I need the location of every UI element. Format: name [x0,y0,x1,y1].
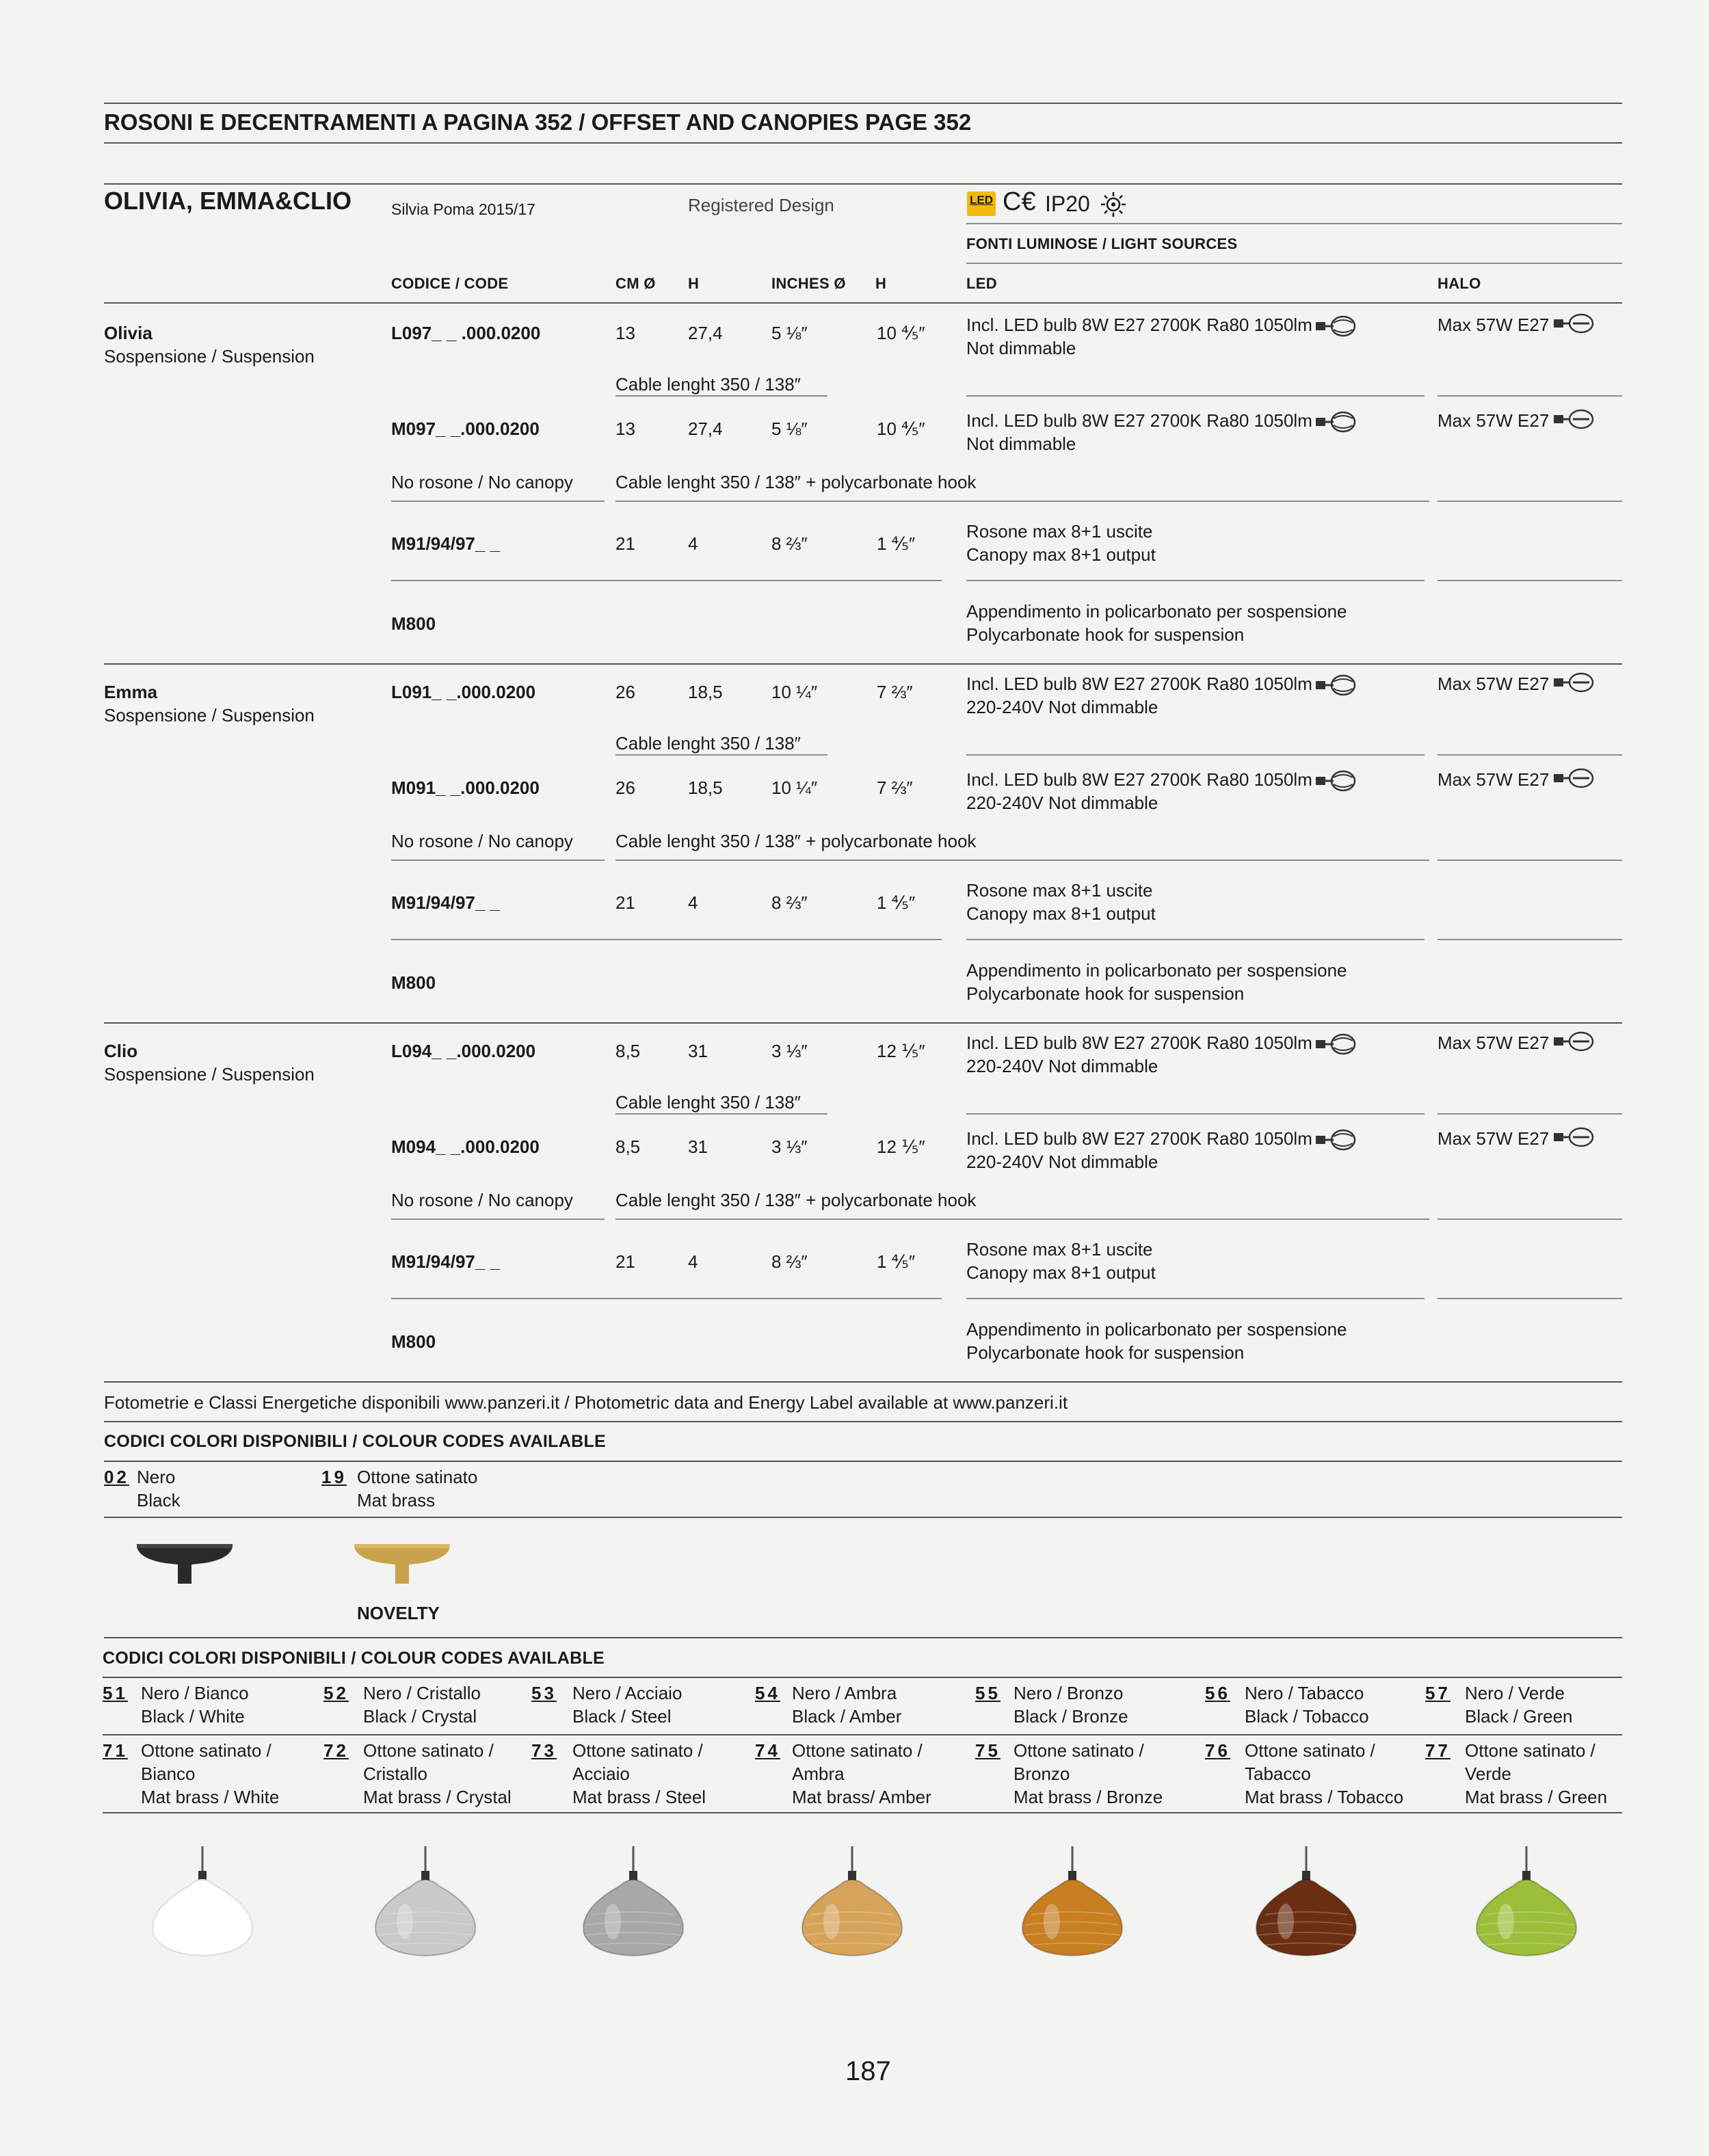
led-line-1: Rosone max 8+1 uscite [966,880,1153,901]
shade-code-number: 76 [1205,1740,1230,1761]
row-divider [966,754,1425,756]
shade-label-it: Nero / Ambra [792,1683,897,1703]
pendant-shade-image [141,1846,264,1962]
led-spec [966,879,1156,925]
led-bulb-icon [1314,1128,1357,1155]
led-bulb-icon [1314,410,1357,437]
shade-code-number: 54 [755,1683,780,1703]
height-inches: 10 ⅘″ [877,418,925,439]
row-divider [966,939,1425,940]
colour-codes-heading-2: CODICI COLORI DISPONIBILI / COLOUR CODES AVAILABLE [103,1649,605,1668]
pendant-shade-image [1011,1846,1134,1962]
led-spec [966,313,1312,360]
diameter-inches: 5 ⅛″ [771,418,808,439]
row-divider [391,939,942,940]
row-divider [615,754,827,756]
shade-code-number: 72 [323,1740,349,1761]
product-code: M800 [391,613,436,634]
pendant-shade-image [364,1846,487,1962]
colour-code-19: 19 [321,1467,347,1487]
product-name: OLIVIA, EMMA&CLIO [104,187,352,215]
led-line-2: Not dimmable [966,338,1076,358]
shade-code-number: 74 [755,1740,780,1761]
led-line-1: Incl. LED bulb 8W E27 2700K Ra80 1050lm [966,410,1312,431]
halo-spec: Max 57W E27 [1438,410,1550,431]
led-line-2: 220-240V Not dimmable [966,1056,1158,1076]
row-divider [966,1298,1425,1299]
shade-label [1245,1739,1403,1809]
shade-label-line-1: Ottone satinato / [1465,1740,1595,1761]
halo-spec: Max 57W E27 [1438,769,1550,790]
row-divider [391,580,942,581]
ip20-mark: IP20 [1045,191,1090,216]
diameter-cm: 26 [615,682,635,702]
shade-label-line-2: Bianco [141,1764,196,1784]
shade-code [323,1739,349,1762]
product-code: M097_ _.000.0200 [391,418,540,439]
shade-label-line-1: Ottone satinato / [792,1740,923,1761]
led-line-1: Incl. LED bulb 8W E27 2700K Ra80 1050lm [966,1033,1312,1053]
row-divider [615,395,827,397]
product-code: M094_ _.000.0200 [391,1136,540,1157]
shade-label-it: Nero / Tabacco [1245,1683,1364,1703]
led-line-1: Incl. LED bulb 8W E27 2700K Ra80 1050lm [966,315,1312,335]
cable-note: Cable lenght 350 / 138″ [615,374,801,395]
diameter-cm: 26 [615,777,635,798]
shade-label-it: Nero / Cristallo [363,1683,481,1703]
height-cm: 18,5 [688,682,723,702]
canopy-black-image [135,1544,234,1586]
shade-label-line-3: Mat brass / Tobacco [1245,1787,1404,1807]
row-divider [391,1298,942,1299]
shade-label [572,1739,706,1809]
shade-label [363,1681,481,1728]
height-inches: 1 ⅘″ [877,1251,916,1272]
cable-note: Cable lenght 350 / 138″ + polycarbonate hook [615,831,977,851]
led-bulb-icon [1314,769,1357,796]
shade-code-number: 55 [975,1683,1001,1703]
diameter-inches: 5 ⅛″ [771,323,808,343]
shade-code [1205,1739,1230,1762]
shade-code [1425,1739,1450,1762]
diameter-inches: 8 ⅔″ [771,1251,808,1272]
product-code: M91/94/97_ _ [391,892,501,913]
colour-name-black: Nero Black [137,1467,181,1510]
cable-note: Cable lenght 350 / 138″ [615,1092,801,1113]
registered-design: Registered Design [688,195,834,215]
family-divider [104,1022,1622,1024]
led-spec [966,1127,1312,1173]
led-line-1: Rosone max 8+1 uscite [966,521,1153,542]
shade-label [363,1739,512,1809]
shade-label-line-3: Mat brass / White [141,1787,280,1807]
shade-code [531,1739,557,1762]
height-inches: 7 ⅔″ [877,682,913,702]
shade-label [1465,1739,1607,1809]
shade-label [1014,1681,1128,1728]
shade-code [323,1681,349,1705]
diameter-cm: 21 [615,533,635,554]
shade-code [975,1739,1001,1762]
row-divider [615,860,1429,861]
row-divider [1438,939,1622,940]
shade-label-line-2: Ambra [792,1764,845,1784]
shade-label [1465,1681,1573,1728]
height-inches: 1 ⅘″ [877,892,916,913]
shade-label-line-2: Cristallo [363,1764,427,1784]
row-divider [1438,501,1622,502]
led-line-2: 220-240V Not dimmable [966,697,1158,717]
cable-note: Cable lenght 350 / 138″ + polycarbonate hook [615,472,977,492]
height-cm: 4 [688,1251,698,1272]
shade-label [572,1681,682,1728]
shade-label-line-1: Ottone satinato / [572,1740,703,1761]
row-divider [1438,1298,1622,1299]
shade-label-en: Black / Bronze [1014,1706,1128,1727]
shade-code-number: 56 [1205,1683,1230,1703]
col-h: H [688,275,700,292]
height-cm: 18,5 [688,777,723,798]
designer: Silvia Poma 2015/17 [391,200,535,218]
shade-label-en: Black / Tobacco [1245,1706,1369,1727]
colour-codes-heading-1: CODICI COLORI DISPONIBILI / COLOUR CODES AVAILABLE [104,1432,606,1451]
family-type: Sospensione / Suspension [104,1064,315,1084]
led-spec [966,672,1312,719]
shade-code-number: 75 [975,1740,1001,1761]
product-code: M800 [391,1331,436,1352]
shade-code [531,1681,557,1705]
shade-code [103,1739,128,1762]
ce-mark: C€ [1003,187,1036,216]
family-name: Emma [104,682,158,702]
led-line-1: Appendimento in policarbonato per sospensione [966,601,1347,622]
product-code: L097_ _ .000.0200 [391,323,541,343]
led-line-1: Appendimento in policarbonato per sospensione [966,960,1347,981]
shade-label-en: Black / Amber [792,1706,902,1727]
led-spec [966,1031,1312,1078]
led-line-2: Polycarbonate hook for suspension [966,983,1245,1004]
offset-title: ROSONI E DECENTRAMENTI A PAGINA 352 / OFFSET AND CANOPIES PAGE 352 [104,109,972,135]
shade-code [755,1681,780,1705]
row-divider [1438,395,1622,397]
shade-label [1245,1681,1369,1728]
no-canopy-note: No rosone / No canopy [391,472,573,492]
halo-bulb-icon [1552,1126,1595,1152]
light-sources-heading: FONTI LUMINOSE / LIGHT SOURCES [966,235,1238,252]
row-divider [391,860,605,861]
shade-code [975,1681,1001,1705]
no-canopy-note: No rosone / No canopy [391,1190,573,1210]
row-divider [615,1113,827,1115]
diameter-cm: 13 [615,418,635,439]
family-type: Sospensione / Suspension [104,705,315,726]
pendant-shade-image [791,1846,914,1962]
shade-label-it: Nero / Bianco [141,1683,249,1703]
height-cm: 4 [688,533,698,554]
height-cm: 31 [688,1136,708,1157]
led-line-2: 220-240V Not dimmable [966,1152,1158,1172]
height-cm: 4 [688,892,698,913]
led-bulb-icon [1314,315,1357,341]
shade-label-line-3: Mat brass / Crystal [363,1787,512,1807]
halo-spec: Max 57W E27 [1438,315,1550,335]
height-inches: 10 ⅘″ [877,323,925,343]
row-divider [1438,1113,1622,1115]
diameter-inches: 3 ⅓″ [771,1136,808,1157]
pendant-shade-image [572,1846,695,1962]
halo-spec: Max 57W E27 [1438,1033,1550,1053]
height-inches: 12 ⅕″ [877,1041,925,1061]
led-spec [966,1238,1156,1284]
shade-code-number: 53 [531,1683,557,1703]
shade-label-line-1: Ottone satinato / [1014,1740,1144,1761]
led-line-2: Canopy max 8+1 output [966,903,1156,924]
shade-label-it: Nero / Verde [1465,1683,1565,1703]
diameter-inches: 8 ⅔″ [771,892,808,913]
diameter-cm: 8,5 [615,1136,641,1157]
row-divider [1438,580,1622,581]
shade-label-it: Nero / Acciaio [572,1683,683,1703]
led-line-1: Appendimento in policarbonato per sospensione [966,1319,1347,1340]
shade-label-line-3: Mat brass/ Amber [792,1787,931,1807]
led-line-2: Canopy max 8+1 output [966,544,1156,565]
col-h-inches: H [875,275,887,292]
family-name: Clio [104,1041,138,1061]
halo-bulb-icon [1552,408,1595,434]
shade-label-en: Black / Green [1465,1706,1573,1727]
row-divider [966,395,1425,397]
row-divider [1438,1219,1622,1220]
shade-label-en: Black / Steel [572,1706,672,1727]
diameter-cm: 21 [615,1251,635,1272]
row-divider [1438,860,1622,861]
pendant-shade-image [1465,1846,1588,1962]
led-spec [966,600,1347,646]
led-bulb-icon [1314,1033,1357,1059]
height-inches: 12 ⅕″ [877,1136,925,1157]
shade-label-line-2: Bronzo [1014,1764,1070,1784]
led-line-1: Incl. LED bulb 8W E27 2700K Ra80 1050lm [966,674,1312,694]
pendant-shade-image [1245,1846,1368,1962]
family-type: Sospensione / Suspension [104,346,315,367]
shade-code [103,1681,128,1705]
led-line-2: Not dimmable [966,434,1076,454]
shade-label-line-3: Mat brass / Bronze [1014,1787,1163,1807]
col-code: CODICE / CODE [391,275,509,292]
col-inches: INCHES Ø [771,275,846,292]
col-halo: HALO [1438,275,1481,292]
family-divider [104,663,1622,665]
led-badge: LED [967,191,996,216]
diameter-cm: 8,5 [615,1041,641,1061]
row-divider [615,501,1429,502]
shade-label-line-1: Ottone satinato / [141,1740,271,1761]
led-spec [966,409,1312,455]
led-line-2: 220-240V Not dimmable [966,793,1158,813]
led-spec [966,959,1347,1005]
shade-label-it: Nero / Bronzo [1014,1683,1124,1703]
halo-bulb-icon [1552,671,1595,697]
led-line-1: Incl. LED bulb 8W E27 2700K Ra80 1050lm [966,1128,1312,1149]
col-cm: CM Ø [615,275,656,292]
row-divider [966,1113,1425,1115]
row-divider [966,580,1425,581]
led-line-2: Polycarbonate hook for suspension [966,624,1245,645]
shade-code-number: 71 [103,1740,128,1761]
shade-code [755,1739,780,1762]
family-name: Olivia [104,323,153,343]
product-code: L094_ _.000.0200 [391,1041,536,1061]
shade-code-number: 51 [103,1683,128,1703]
product-code: M91/94/97_ _ [391,1251,501,1272]
row-divider [391,501,605,502]
shade-code-number: 52 [323,1683,349,1703]
shade-code [1425,1681,1450,1705]
product-code: M91/94/97_ _ [391,533,501,554]
diameter-cm: 13 [615,323,635,343]
diameter-inches: 10 ¼″ [771,777,818,798]
shade-label [141,1739,279,1809]
shade-label-line-1: Ottone satinato / [363,1740,494,1761]
shade-label-en: Black / Crystal [363,1706,477,1727]
shade-label-line-3: Mat brass / Steel [572,1787,706,1807]
row-divider [615,1219,1429,1220]
cable-note: Cable lenght 350 / 138″ [615,733,801,754]
led-spec [966,768,1312,814]
height-inches: 7 ⅔″ [877,777,913,798]
shade-label [792,1681,901,1728]
product-code: M800 [391,972,436,993]
shade-label-en: Black / White [141,1706,245,1727]
diameter-cm: 21 [615,892,635,913]
cable-note: Cable lenght 350 / 138″ + polycarbonate hook [615,1190,977,1210]
height-cm: 31 [688,1041,708,1061]
diameter-inches: 3 ⅓″ [771,1041,808,1061]
diameter-inches: 8 ⅔″ [771,533,808,554]
shade-label-line-3: Mat brass / Green [1465,1787,1608,1807]
led-line-2: Polycarbonate hook for suspension [966,1342,1245,1363]
led-bulb-icon [1314,674,1357,700]
shade-code-number: 73 [531,1740,557,1761]
canopy-brass-image [353,1544,451,1586]
halo-bulb-icon [1552,312,1595,338]
page-number: 187 [845,2056,891,2086]
shade-label [792,1739,931,1809]
shade-label-line-2: Tabacco [1245,1764,1311,1784]
shade-code [1205,1681,1230,1705]
shade-code-number: 57 [1425,1683,1450,1703]
colour-code-02: 02 [104,1467,129,1487]
led-spec [966,1318,1347,1364]
height-inches: 1 ⅘″ [877,533,916,554]
shade-label-line-2: Verde [1465,1764,1511,1784]
led-spec [966,520,1156,566]
row-divider [1438,754,1622,756]
light-distribution-icon [1100,191,1127,218]
no-canopy-note: No rosone / No canopy [391,831,573,851]
halo-bulb-icon [1552,1030,1595,1056]
led-line-1: Rosone max 8+1 uscite [966,1239,1153,1260]
shade-label [1014,1739,1163,1809]
led-line-2: Canopy max 8+1 output [966,1262,1156,1283]
shade-code-number: 77 [1425,1740,1450,1761]
halo-bulb-icon [1552,767,1595,793]
footnote: Fotometrie e Classi Energetiche disponibili www.panzeri.it / Photometric data and Energy Label available at www.panzeri.it [104,1392,1068,1413]
novelty-label: NOVELTY [357,1603,440,1623]
height-cm: 27,4 [688,323,723,343]
product-code: M091_ _.000.0200 [391,777,540,798]
shade-label-line-2: Acciaio [572,1764,630,1784]
halo-spec: Max 57W E27 [1438,1128,1550,1149]
product-code: L091_ _.000.0200 [391,682,536,702]
col-led: LED [966,275,997,292]
halo-spec: Max 57W E27 [1438,674,1550,694]
led-line-1: Incl. LED bulb 8W E27 2700K Ra80 1050lm [966,769,1312,790]
diameter-inches: 10 ¼″ [771,682,818,702]
row-divider [391,1219,605,1220]
shade-label [141,1681,249,1728]
colour-name-brass: Ottone satinato Mat brass [357,1467,478,1510]
shade-label-line-1: Ottone satinato / [1245,1740,1375,1761]
height-cm: 27,4 [688,418,723,439]
